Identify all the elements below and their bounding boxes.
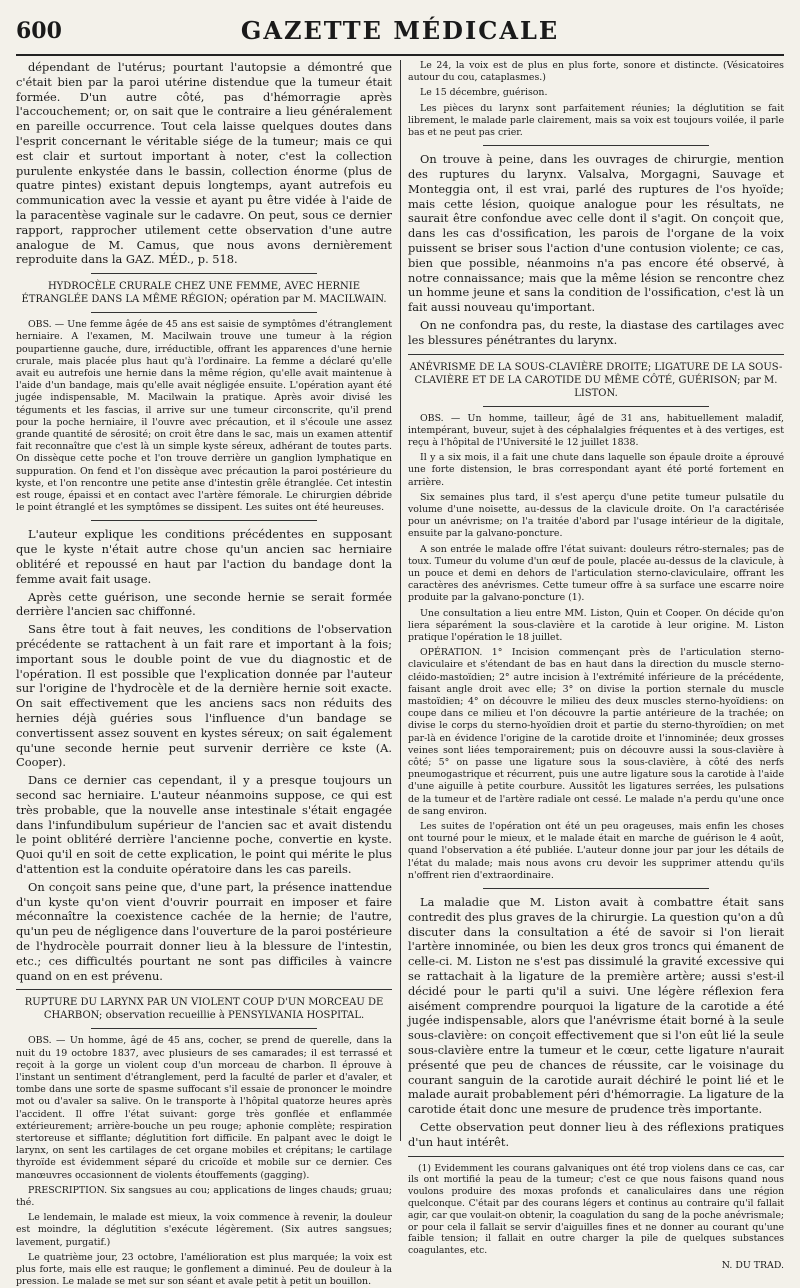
paragraph: Sans être tout à fait neuves, les conditions de l'observation précédente se rattachent à un fait rare et important à la fois; important sous le double point de vue du diagnostic et de l'opération. Il est possible que l'explication donnée par l'auteur sur l'origine de l'hydrocèle et de la dernière hernie soit exacte. On sait effectivement que les anciens sacs non réduits des hernies déjà guéries sous l'influence d'un bandage se convertissent assez souvent en kystes séreux; on sait également qu'une seconde hernie peut survenir derrière ce kste (A. Cooper).	[16, 622, 392, 770]
divider	[483, 888, 709, 889]
paragraph: Le 15 décembre, guérison.	[420, 87, 548, 99]
divider	[408, 354, 784, 355]
paragraph: Le lendemain, le malade est mieux, la voix commence à revenir, la douleur est moindre, la déglutition s'exécute légèrement. (Six autres sangsues; lavement, purgatif.)	[16, 1212, 392, 1248]
article-title: RUPTURE DU LARYNX PAR UN VIOLENT COUP D'UN MORCEAU DE CHARBON; observation recueillie à PENSYLVANIA HOSPITAL.	[24, 997, 384, 1022]
column-divider	[400, 60, 401, 1141]
divider	[483, 406, 709, 407]
paragraph: L'auteur explique les conditions précédentes en supposant que le kyste n'était autre chose qu'un ancien sac herniaire oblitéré et repoussé en haut par l'action du bandage dont la femme avait fait usage.	[16, 527, 392, 586]
footnote-rule	[408, 1156, 784, 1157]
paragraph: Les suites de l'opération ont été un peu orageuses, mais enfin les choses ont tourné pour le mieux, et le malade était en marche de guérison le 4 août, quand l'observation a été publiée. L'auteur donne jour par jour les détails de l'état du malade; mais nous avons cru devoir les supprimer attendu qu'ils n'offrent rien d'extraordinaire.	[408, 821, 784, 881]
paragraph: Le quatrième jour, 23 octobre, l'amélioration est plus marquée; la voix est plus forte, mais elle est rauque; le gonflement a diminué. Peu de douleur à la pression. Le malade se met sur son séant et avale petit à petit un bouillon.	[16, 1251, 392, 1288]
operation-text: OPÉRATION. 1° Incision commençant près de l'articulation sterno-claviculaire et s'étendant de bas en haut dans la direction du muscle sterno-cléido-mastoïdien; 2° autre incision à l'extrémité inférieure de la précédente, faisant angle droit avec elle; 3° on divise la portion sternale du muscle mastoïdien; 4° on découvre le milieu des deux muscles sterno-hyoïdiens: on coupe dans ce milieu et l'on découvre la partie antérieure de la trachée; on divise le corps du sterno-hyoïdien droit et partie du sterno-thyroïdien; on met par-là en évidence l'origine de la carotide droite et l'innominée; deux grosses veines sont liées temporairement; puis on découvre aussi la sous-clavière à côté; 5° on passe une ligature sous la sous-clavière, à côté des nerfs pneumogastrique et récurrent, puis une autre ligature sous la carotide à l'aide d'une aiguille à petite courbure. Aussitôt les ligatures serrées, les pulsations de la tumeur et de l'artère radiale ont cessé. Le malade n'a perdu qu'une once de sang environ.	[408, 647, 784, 817]
paragraph: A son entrée le malade offre l'état suivant: douleurs rétro-sternales; pas de toux. Tumeur du volume d'un œuf de poule, placée au-dessus de la clavicule, à un pouce et demi en dehors de l'articulation sterno-claviculaire, offrant les caractères des anévrismes. Cette tumeur offre à sa surface une escarre noire produite par la galvano-poncture (1).	[408, 543, 784, 604]
header-rule	[16, 54, 784, 56]
observation-text: OBS. — Un homme, tailleur, âgé de 31 ans, habituellement maladif, intempérant, buveur, sujet à des céphalalgies fréquentes et à des vertiges, est reçu à l'hôpital de l'Université le 12 juillet 1838.	[408, 412, 784, 448]
divider	[91, 1028, 317, 1029]
observation-text: OBS. — Un homme, âgé de 45 ans, cocher, se prend de querelle, dans la nuit du 19 octobre 1837, avec plusieurs de ses camarades; il est terrassé et reçoit à la gorge un violent coup d'un morceau de charbon. Il éprouve à l'instant un sentiment d'étranglement, perd la faculté de parler et d'avaler, et tombe dans une sorte de spasme suffocant s'il essaie de prononcer le moindre mot ou d'avaler sa salive. On le transporte à l'hôpital quatorze heures après l'accident. Il offre l'état suivant: gorge très gonflée et enflammée extérieurement; arrière-bouche un peu rouge; aphonie complète; respiration stertoreuse et sifflante; déglutition fort difficile. En palpant avec le doigt le larynx, on sent les cartilages de cet organe mobiles et crépitans; le cartilage thyroïde est évidemment séparé du cricoïde et mobile sur ce dernier. Ces manœuvres occasionnent de violents étouffements (gagging).	[16, 1035, 392, 1181]
left-column	[16, 60, 392, 1288]
divider	[16, 989, 392, 990]
paragraph: Les pièces du larynx sont parfaitement réunies; la déglutition se fait librement, le malade parle clairement, mais sa voix est toujours voilée, il parle bas et ne peut pas crier.	[408, 102, 784, 139]
paragraph: La maladie que M. Liston avait à combattre était sans contredit des plus graves de la chirurgie. La question qu'on a dû discuter dans la consultation a été de savoir si l'on lierait l'artère innominée, ou bien les deux gros troncs qui émanent de celle-ci. M. Liston ne s'est pas dissimulé la gravité excessive qui se rattachait à la ligature de la première artère; aussi s'est-il décidé pour le parti qu'il a suivi. Une légère réflexion fera aisément comprendre pourquoi la ligature de la carotide a été jugée indispensable, alors que l'anévrisme était borné à la seule sous-clavière: on conçoit effectivement que si l'on eût lié la seule sous-clavière entre la tumeur et le cœur, cette ligature n'aurait présenté que peu de chances de réussite, car le voisinage du courant sanguin de la carotide aurait déchiré le point lié et le malade aurait probablement péri d'hémorragie. La ligature de la carotide était donc une mesure de prudence très importante.	[408, 895, 784, 1117]
article-title: HYDROCÈLE CRURALE CHEZ UNE FEMME, AVEC HERNIE ÉTRANGLÉE DANS LA MÊME RÉGION; opération par M. MACILWAIN.	[21, 281, 387, 306]
paragraph: On ne confondra pas, du reste, la diastase des cartilages avec les blessures pénétrantes du larynx.	[408, 317, 784, 347]
paragraph: dépendant de l'utérus; pourtant l'autopsie a démontré que c'était bien par la paroi utérine distendue que la tumeur était formée. D'un autre côté, pas d'hémorragie après l'accouchement; or, on sait que le contraire a lieu généralement en pareille occurrence. Tout cela laisse quelques doutes dans l'esprit concernant le véritable siége de la tumeur; mais ce qui est clair et surtout important à noter, c'est la collection purulente enkystée dans le bassin, collection énorme (plus de quatre pintes) existant depuis longtemps, ayant autrefois eu communication avec la vessie et ayant pu être vidée à l'aide de la paracentèse vaginale sur le cadavre. On peut, sous ce dernier rapport, rapprocher utilement cette observation d'une autre analogue de M. Camus, que nous avons dernièrement reproduite dans la GAZ. MÉD., p. 518.	[16, 60, 392, 267]
paragraph: On conçoit sans peine que, d'une part, la présence inattendue d'un kyste qu'on vient d'ouvrir pourrait en imposer et faire méconnaître la coexistence cachée de la hernie; de l'autre, qu'un peu de négligence dans l'ouverture de la paroi postérieure de l'hydrocèle pourrait donner lieu à la blessure de l'intestin, etc.; ces difficultés pourtant ne sont pas difficiles à vaincre quand on en est prévenu.	[16, 879, 392, 983]
prescription-text: PRESCRIPTION. Six sangsues au cou; applications de linges chauds; gruau; thé.	[16, 1184, 392, 1208]
page-header	[16, 10, 784, 50]
paragraph: Il y a six mois, il a fait une chute dans laquelle son épaule droite a éprouvé une forte distension, le bras correspondant ayant été porté fortement en arrière.	[408, 452, 784, 488]
observation-text: OBS. — Une femme âgée de 45 ans est saisie de symptômes d'étranglement herniaire. A l'examen, M. Macilwain trouve une tumeur à la région poupartienne gauche, dure, irréductible, offrant les apparences d'une hernie crurale, mais placée plus haut qu'à l'ordinaire. La femme a déclaré qu'elle avait eu autrefois une hernie dans la même région, qu'elle avait maintenue à l'aide d'un bandage, mais qu'elle avait négligée ensuite. L'opération ayant été jugée indispensable, M. Macilwain la pratique. Après avoir divisé les téguments et les fascias, il arrive sur une tumeur circonscrite, qu'il prend pour la poche herniaire, il l'ouvre avec précaution, et il s'écoule une assez grande quantité de sérosité; on croit être dans le sac, mais un examen attentif fait reconnaître que c'est là un simple kyste séreux, adhérant de toutes parts. On dissèque cette poche et l'on trouve derrière un ganglion lymphatique en suppuration. On fend et l'on dissèque avec précaution la paroi postérieure du kyste, et l'on rencontre une petite anse d'intestin grêle étranglée. Cet intestin est rouge, épaissi et en contact avec l'artère fémorale. Le chirurgien débride le point étranglé et les symptômes se dissipent. Les suites ont été heureuses.	[16, 319, 392, 514]
journal-title: GAZETTE MÉDICALE	[240, 16, 560, 45]
paragraph: Dans ce dernier cas cependant, il y a presque toujours un second sac herniaire. L'auteur néanmoins suppose, ce qui est très probable, que la nouvelle anse intestinale s'était engagée dans l'infundibulum supérieur de l'ancien sac et avait distendu le point oblitéré derrière l'ancienne poche, convertie en kyste. Quoi qu'il en soit de cette explication, le point qui mérite le plus d'attention est la conduite opératoire dans les cas pareils.	[16, 773, 392, 876]
paragraph: On trouve à peine, dans les ouvrages de chirurgie, mention des ruptures du larynx. Valsalva, Morgagni, Sauvage et Monteggia ont, il est vrai, parlé des ruptures de l'os hyoïde; mais cette lésion, quoique analogue pour les résultats, ne saurait être confondue avec celle dont il s'agit. On conçoit que, dans les cas d'ossification, les parois de l'organe de la voix puissent se briser sous l'action d'une contusion violente; ce cas, bien que possible, néanmoins n'a pas encore été observé, à notre connaissance; mais que la même lésion se rencontre chez un homme jeune et sans la condition de l'ossification, c'est là un fait aussi nouveau qu'important.	[408, 152, 784, 315]
divider	[91, 520, 317, 521]
page-number: 600	[16, 18, 62, 44]
right-column	[408, 60, 784, 1272]
article-title: ANÉVRISME DE LA SOUS-CLAVIÈRE DROITE; LIGATURE DE LA SOUS-CLAVIÈRE ET DE LA CAROTIDE DU MÊME CÔTÉ, GUÉRISON; par M. LISTON.	[409, 361, 783, 399]
paragraph: Le 24, la voix est de plus en plus forte, sonore et distincte. (Vésicatoires autour du cou, cataplasmes.)	[408, 60, 784, 84]
paragraph: Après cette guérison, une seconde hernie se serait formée derrière l'ancien sac chiffonné.	[16, 589, 392, 619]
paragraph: Une consultation a lieu entre MM. Liston, Quin et Cooper. On décide qu'on liera séparément la sous-clavière et la carotide à leur origine. M. Liston pratique l'opération le 18 juillet.	[408, 607, 784, 644]
paragraph: Cette observation peut donner lieu à des réflexions pratiques d'un haut intérêt.	[408, 1120, 784, 1149]
divider	[483, 145, 709, 146]
divider	[91, 273, 317, 274]
translator-signature: N. DU TRAD.	[721, 1260, 784, 1272]
divider	[91, 312, 317, 313]
paragraph: Six semaines plus tard, il s'est aperçu d'une petite tumeur pulsatile du volume d'une noisette, au-dessus de la clavicule droite. On l'a caractérisée pour un anévrisme; on l'a traitée d'abord par l'usage intérieur de la digitale, ensuite par la galvano-poncture.	[408, 491, 784, 540]
footnote: (1) Evidemment les courans galvaniques ont été trop violens dans ce cas, car ils ont mortifié la peau de la tumeur; c'est ce que nous faisons quand nous voulons produire des moxas profonds et canaliculaires dans une région quelconque. C'était par des courans légers et continus au contraire qu'il fallait agir, car que voulait-on obtenir, la coagulation du sang de la poche anévrismale; or pour cela il fallait se servir d'aiguilles fines et ne donner au courant qu'une faible tension; il fallait en outre charger la pile de quelques substances coagulantes, etc.	[408, 1162, 784, 1257]
